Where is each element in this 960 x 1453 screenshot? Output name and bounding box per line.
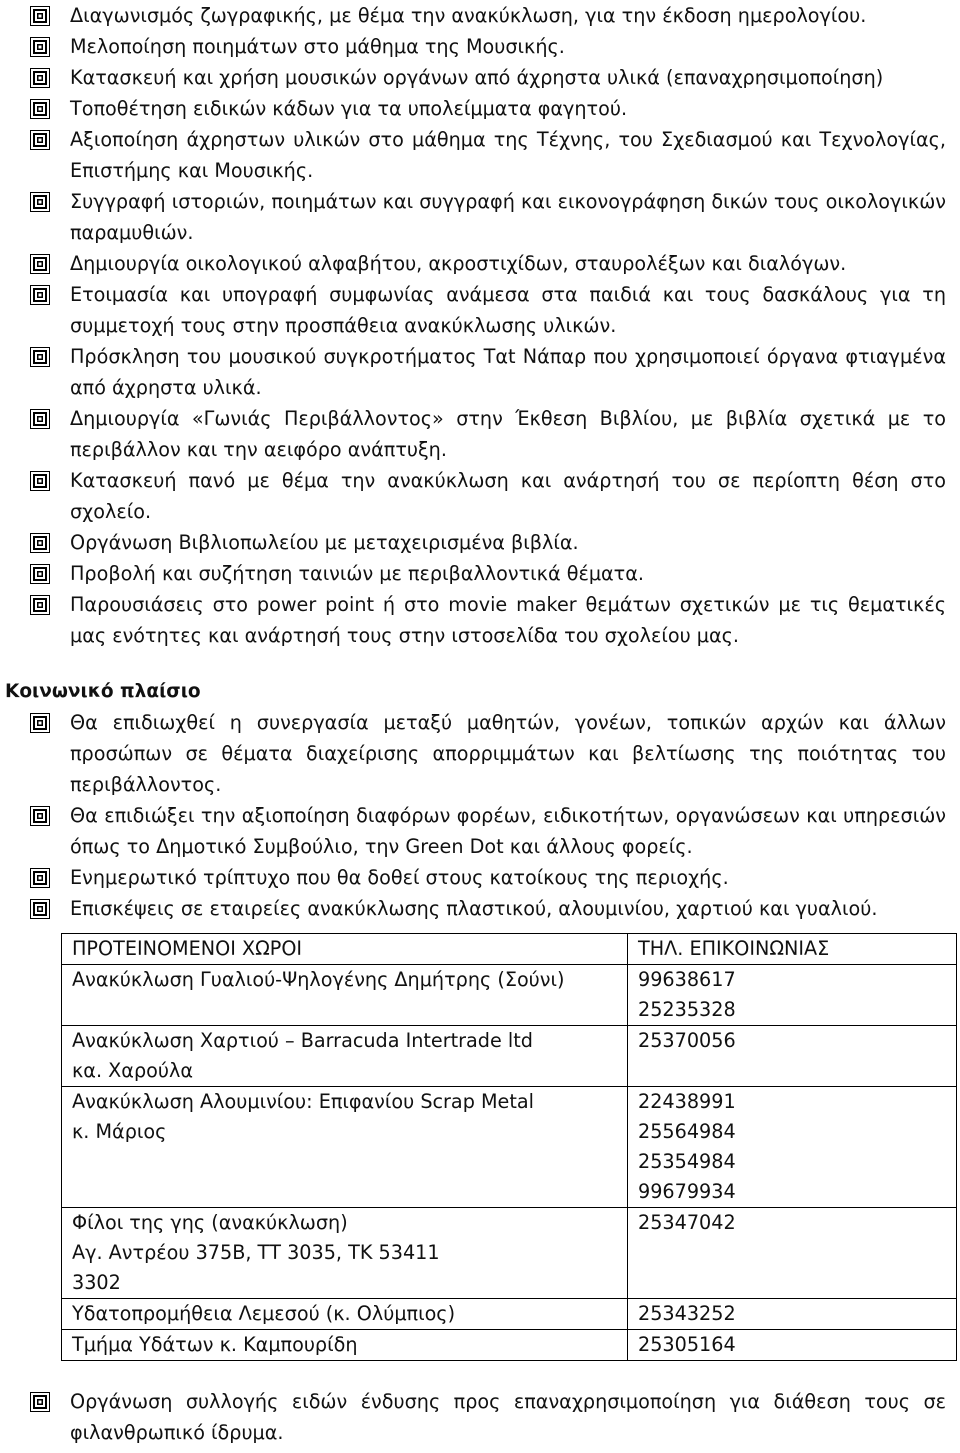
list-item-text: Θα επιδιωχθεί η συνεργασία μεταξύ μαθητών, γονέων, τοπικών αρχών και άλλων προσώπων σε θέματα διαχείρισης απορριμμάτων και βελτίωσης της ποιότητας του περιβάλλοντος.: [70, 711, 946, 796]
place-line: Ανακύκλωση Αλουμινίου: Επιφανίου Scrap Metal: [72, 1090, 534, 1113]
list-item: [0, 862, 960, 893]
list-item-text: Οργάνωση συλλογής ειδών ένδυσης προς επαναχρησιμοποίηση για διάθεση τους σε φιλανθρωπικό ίδρυμα.: [70, 1390, 946, 1444]
list-item: [0, 558, 960, 589]
phone-number: 25564984: [638, 1120, 736, 1143]
place-line: Φίλοι της γης (ανακύκλωση): [72, 1211, 348, 1234]
phone-cell: [628, 1208, 957, 1299]
place-line: Ανακύκλωση Γυαλιού-Ψηλογένης Δημήτρης (Σούνι): [72, 968, 565, 991]
list-item-text: Προβολή και συζήτηση ταινιών με περιβαλλοντικά θέματα.: [70, 562, 644, 585]
list-item: [0, 465, 960, 527]
greek-key-bullet-icon: [30, 711, 50, 731]
list-item-text: Πρόσκληση του μουσικού συγκροτήματος Ταt Νάπαρ που χρησιμοποιεί όργανα φτιαγμένα από άχρηστα υλικά.: [70, 345, 946, 399]
list-item: [0, 62, 960, 93]
greek-key-bullet-icon: [30, 593, 50, 613]
phone-number: 99638617: [638, 968, 736, 991]
contacts-table: [61, 933, 957, 1361]
table-row: [62, 1299, 957, 1330]
table-row: [62, 1208, 957, 1299]
list-item: [0, 279, 960, 341]
phone-number: 25347042: [638, 1211, 736, 1234]
list-item-text: Δημιουργία οικολογικού αλφαβήτου, ακροστιχίδων, σταυρολέξων και διαλόγων.: [70, 252, 847, 275]
list-item: [0, 800, 960, 862]
place-line: Τμήμα Υδάτων κ. Καμπουρίδη: [72, 1333, 358, 1356]
list-item: [0, 248, 960, 279]
phone-number: 25354984: [638, 1150, 736, 1173]
phone-number: 22438991: [638, 1090, 736, 1113]
greek-key-bullet-icon: [30, 345, 50, 365]
place-cell: [62, 1208, 628, 1299]
place-line: Αγ. Αντρέου 375Β, ΤΤ 3035, ΤΚ 53411: [72, 1241, 440, 1264]
place-cell: [62, 1026, 628, 1087]
header-phones: ΤΗΛ. ΕΠΙΚΟΙΝΩΝΙΑΣ: [628, 934, 957, 965]
list-item-text: Μελοποίηση ποιημάτων στο μάθημα της Μουσικής.: [70, 35, 565, 58]
phone-cell: [628, 965, 957, 1026]
list-item: [0, 589, 960, 651]
table-row: [62, 1087, 957, 1208]
place-cell: [62, 1299, 628, 1330]
phone-cell: [628, 1026, 957, 1087]
phone-number: 25370056: [638, 1029, 736, 1052]
list-item-text: Ετοιμασία και υπογραφή συμφωνίας ανάμεσα στα παιδιά και τους δασκάλους για τη συμμετοχή τους στην προσπάθεια ανακύκλωσης υλικών.: [70, 283, 946, 337]
table-row: [62, 1026, 957, 1087]
greek-key-bullet-icon: [30, 128, 50, 148]
greek-key-bullet-icon: [30, 1390, 50, 1410]
list-item-text: Τοποθέτηση ειδικών κάδων για τα υπολείμματα φαγητού.: [70, 97, 628, 120]
phone-cell: [628, 1087, 957, 1208]
list-item: [0, 124, 960, 186]
table-header-row: [62, 934, 957, 965]
list-item: [0, 341, 960, 403]
place-line: 3302: [72, 1271, 121, 1294]
list-item: [0, 31, 960, 62]
table-row: [62, 1330, 957, 1361]
header-places: ΠΡΟΤΕΙΝΟΜΕΝΟΙ ΧΩΡΟΙ: [62, 934, 628, 965]
phone-number: 25343252: [638, 1302, 736, 1325]
place-line: κ. Μάριος: [72, 1120, 167, 1143]
list-item-text: Κατασκευή και χρήση μουσικών οργάνων από άχρηστα υλικά (επαναχρησιμοποίηση): [70, 66, 884, 89]
list-item-text: Θα επιδιώξει την αξιοποίηση διαφόρων φορέων, ειδικοτήτων, οργανώσεων και υπηρεσιών όπως το Δημοτικό Συμβούλιο, την Green Dot και άλλους φορείς.: [70, 804, 946, 858]
place-cell: [62, 1330, 628, 1361]
greek-key-bullet-icon: [30, 66, 50, 86]
list-item-text: Ενημερωτικό τρίπτυχο που θα δοθεί στους κατοίκους της περιοχής.: [70, 866, 729, 889]
list-item: [0, 1386, 960, 1448]
list-item: [0, 707, 960, 800]
phone-number: 99679934: [638, 1180, 736, 1203]
place-cell: [62, 1087, 628, 1208]
greek-key-bullet-icon: [30, 283, 50, 303]
greek-key-bullet-icon: [30, 4, 50, 24]
phone-cell: [628, 1299, 957, 1330]
greek-key-bullet-icon: [30, 531, 50, 551]
list-item: [0, 186, 960, 248]
place-line: κα. Χαρούλα: [72, 1059, 193, 1082]
list-item-text: Παρουσιάσεις στο power point ή στο movie maker θεμάτων σχετικών με τις θεματικές μας ενότητες και ανάρτησή τους στην ιστοσελίδα του σχολείου μας.: [70, 593, 946, 647]
place-line: Υδατοπρομήθεια Λεμεσού (κ. Ολύμπιος): [72, 1302, 456, 1325]
list-item: [0, 93, 960, 124]
phone-cell: [628, 1330, 957, 1361]
table-row: [62, 965, 957, 1026]
list-item-text: Επισκέψεις σε εταιρείες ανακύκλωσης πλαστικού, αλουμινίου, χαρτιού και γυαλιού.: [70, 897, 878, 920]
greek-key-bullet-icon: [30, 469, 50, 489]
list-item: [0, 893, 960, 924]
list-item: [0, 0, 960, 31]
place-cell: [62, 965, 628, 1026]
phone-number: 25305164: [638, 1333, 736, 1356]
list-item-text: Οργάνωση Βιβλιοπωλείου με μεταχειρισμένα βιβλία.: [70, 531, 579, 554]
greek-key-bullet-icon: [30, 190, 50, 210]
greek-key-bullet-icon: [30, 562, 50, 582]
social-items-list: [0, 707, 960, 924]
phone-number: 25235328: [638, 998, 736, 1021]
list-item-text: Κατασκευή πανό με θέμα την ανακύκλωση και ανάρτησή του σε περίοπτη θέση στο σχολείο.: [70, 469, 946, 523]
greek-key-bullet-icon: [30, 35, 50, 55]
list-item-text: Δημιουργία «Γωνιάς Περιβάλλοντος» στην Έκθεση Βιβλίου, με βιβλία σχετικά με το περιβάλλον και την αειφόρο ανάπτυξη.: [70, 407, 946, 461]
social-framework-heading: Κοινωνικό πλαίσιο: [5, 681, 201, 702]
list-item-text: Συγγραφή ιστοριών, ποιημάτων και συγγραφή και εικονογράφηση δικών τους οικολογικών παραμυθιών.: [70, 190, 946, 244]
greek-key-bullet-icon: [30, 897, 50, 917]
list-item-text: Αξιοποίηση άχρηστων υλικών στο μάθημα της Τέχνης, του Σχεδιασμού και Τεχνολογίας, Επιστήμης και Μουσικής.: [70, 128, 946, 182]
greek-key-bullet-icon: [30, 866, 50, 886]
greek-key-bullet-icon: [30, 804, 50, 824]
greek-key-bullet-icon: [30, 407, 50, 427]
list-item: [0, 403, 960, 465]
greek-key-bullet-icon: [30, 97, 50, 117]
list-item: [0, 527, 960, 558]
list-item-text: Διαγωνισμός ζωγραφικής, με θέμα την ανακύκλωση, για την έκδοση ημερολογίου.: [70, 4, 867, 27]
place-line: Ανακύκλωση Χαρτιού – Barracuda Intertrade ltd: [72, 1029, 533, 1052]
final-items-list: [0, 1386, 960, 1448]
greek-key-bullet-icon: [30, 252, 50, 272]
activities-list: [0, 0, 960, 651]
